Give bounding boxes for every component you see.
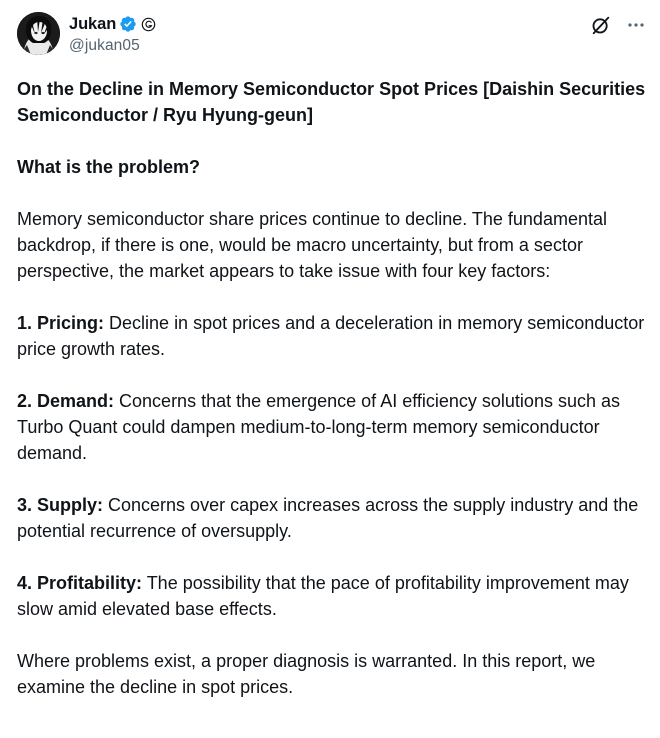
factor-label: 4. Profitability: — [17, 573, 143, 593]
author-handle[interactable]: @jukan05 — [69, 37, 140, 54]
factor-label: 1. Pricing: — [17, 313, 105, 333]
grok-icon[interactable] — [590, 14, 612, 36]
factor-supply — [17, 492, 647, 544]
post-header — [17, 12, 646, 58]
author-names — [69, 13, 156, 55]
post-intro: Memory semiconductor share prices continue to decline. The fundamental backdrop, if there is one, would be macro uncertainty, but from a sector perspective, the market appears to take issue with four key factors: — [17, 209, 607, 281]
factor-text: The possibility that the pace of profitability improvement may slow amid elevated base effects. — [17, 573, 629, 619]
avatar[interactable] — [17, 12, 60, 55]
factor-text: Decline in spot prices and a deceleration in memory semiconductor price growth rates. — [17, 313, 645, 359]
post-top-actions — [590, 14, 646, 36]
verified-badge-icon — [119, 15, 137, 33]
factor-demand — [17, 388, 647, 466]
factor-pricing — [17, 310, 647, 362]
more-options-icon[interactable] — [626, 15, 646, 35]
post-body — [17, 76, 647, 700]
affiliate-badge-icon — [141, 17, 156, 32]
post-question: What is the problem? — [17, 157, 201, 177]
factor-text: Concerns that the emergence of AI efficiency solutions such as Turbo Quant could dampen medium-to-long-term memory semiconductor demand. — [17, 391, 620, 463]
author-display-name[interactable]: Jukan — [69, 14, 117, 33]
factor-profitability — [17, 570, 647, 622]
name-row — [69, 13, 156, 35]
factor-label: 3. Supply: — [17, 495, 104, 515]
post-title: On the Decline in Memory Semiconductor Spot Prices [Daishin Securities Semiconductor / Ryu Hyung-geun] — [17, 79, 646, 125]
post-conclusion: Where problems exist, a proper diagnosis is warranted. In this report, we examine the decline in spot prices. — [17, 651, 596, 697]
factor-label: 2. Demand: — [17, 391, 115, 411]
factor-text: Concerns over capex increases across the supply industry and the potential recurrence of oversupply. — [17, 495, 639, 541]
